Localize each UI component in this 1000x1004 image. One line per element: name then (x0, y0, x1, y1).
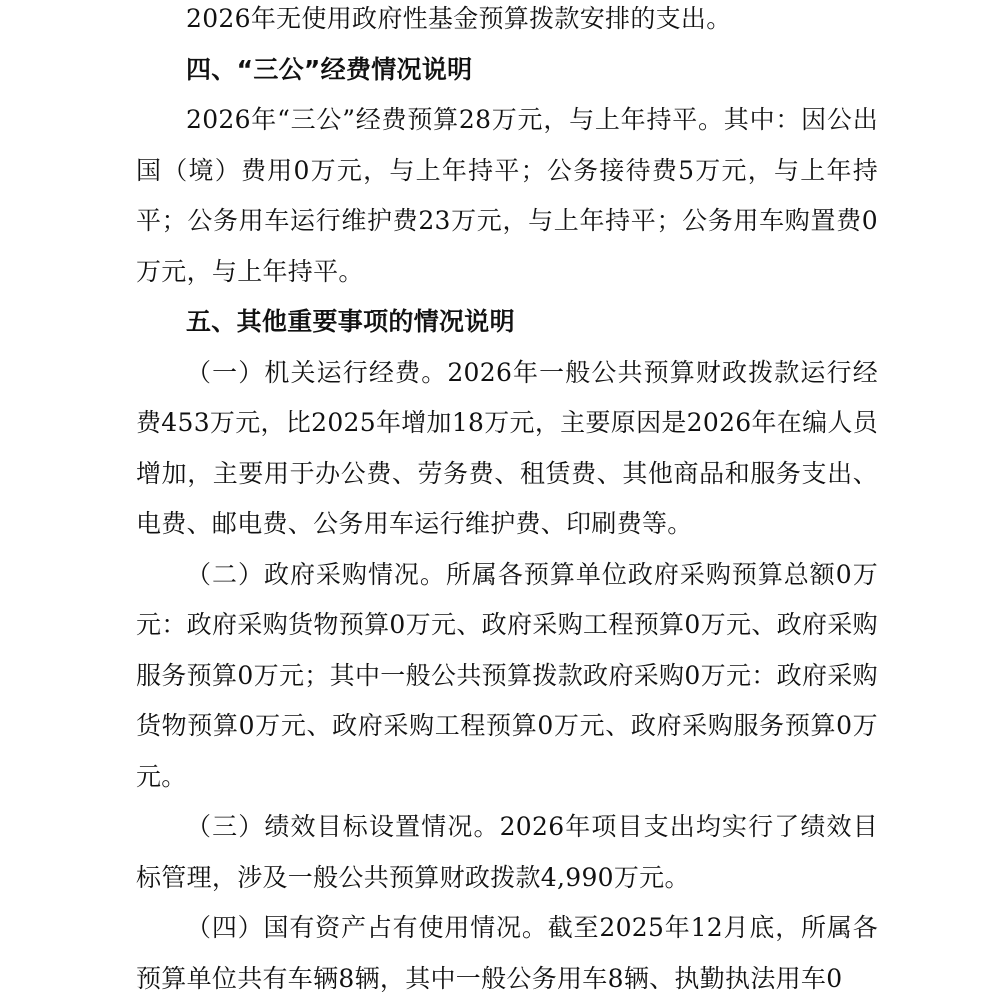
paragraph-state-assets: （四）国有资产占有使用情况。截至2025年12月底，所属各预算单位共有车辆8辆，其中一般公务用车8辆、执勤执法用车0 (136, 913, 878, 993)
paragraph-government-fund: 2026年无使用政府性基金预算拨款安排的支出。 (186, 4, 732, 33)
paragraph-performance-targets: （三）绩效目标设置情况。2026年项目支出均实行了绩效目标管理，涉及一般公共预算财政拨款4,990万元。 (136, 812, 878, 892)
paragraph-agency-operating-expenses: （一）机关运行经费。2026年一般公共预算财政拨款运行经费453万元，比2025年增加18万元，主要原因是2026年在编人员增加，主要用于办公费、劳务费、租赁费、其他商品和服务支出、电费、邮电费、公务用车运行维护费、印刷费等。 (136, 357, 878, 538)
section-heading-five: 五、其他重要事项的情况说明 (186, 307, 515, 336)
paragraph-three-public-expenses: 2026年“三公”经费预算28万元，与上年持平。其中：因公出国（境）费用0万元，与上年持平；公务接待费5万元，与上年持平；公务用车运行维护费23万元，与上年持平；公务用车购置费0万元，与上年持平。 (136, 105, 878, 286)
paragraph-government-procurement: （二）政府采购情况。所属各预算单位政府采购预算总额0万元：政府采购货物预算0万元、政府采购工程预算0万元、政府采购服务预算0万元；其中一般公共预算拨款政府采购0万元：政府采购货物预算0万元、政府采购工程预算0万元、政府采购服务预算0万元。 (136, 559, 878, 791)
document-page (136, 0, 878, 1004)
section-heading-four: 四、“三公”经费情况说明 (186, 54, 473, 84)
